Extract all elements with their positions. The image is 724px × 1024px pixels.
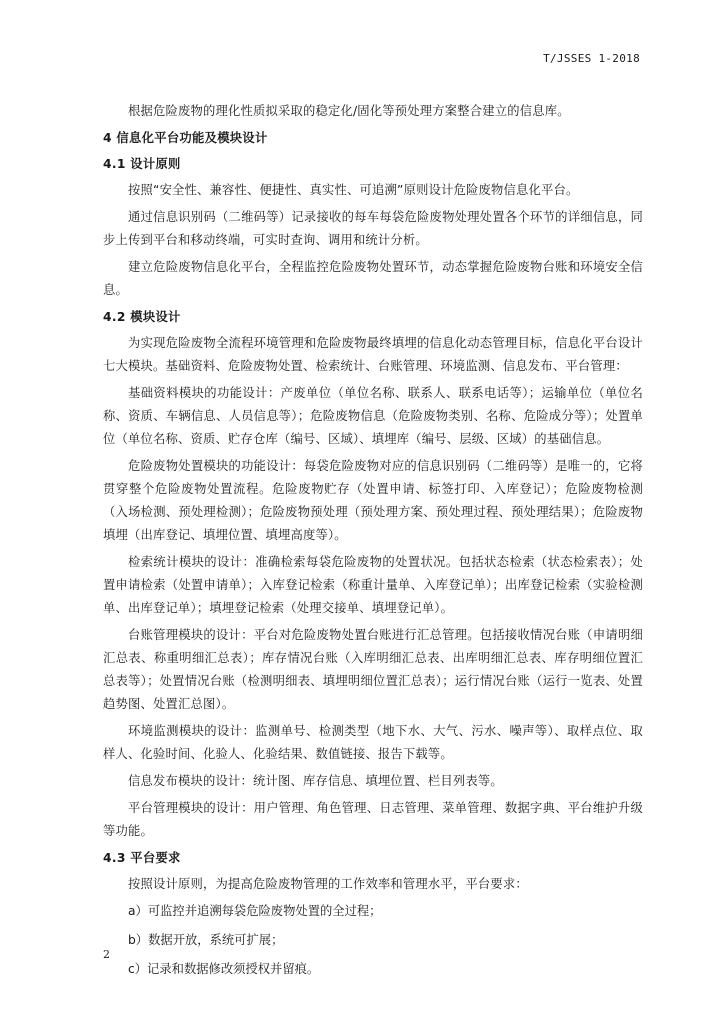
list-item: c）记录和数据修改须授权并留痕。 [128, 962, 320, 976]
list-item: a）可监控并追溯每袋危险废物处置的全过程； [128, 904, 382, 918]
paragraph: 根据危险废物的理化性质拟采取的稳定化/固化等预处理方案整合建立的信息库。 [128, 104, 570, 118]
paragraph: 通过信息识别码（二维码等）记录接收的每车每袋危险废物处理处置各个环节的详细信息，同步上传到平台和移动终端，可实时查询、调用和统计分析。 [103, 210, 643, 247]
paragraph: 按照“安全性、兼容性、便捷性、真实性、可追溯”原则设计危险废物信息化平台。 [128, 183, 579, 197]
paragraph: 环境监测模块的设计：监测单号、检测类型（地下水、大气、污水、噪声等）、取样点位、取样人、化验时间、化验人、化验结果、数值链接、报告下载等。 [103, 724, 643, 761]
list-item: b）数据开放，系统可扩展； [128, 933, 284, 947]
paragraph: 平台管理模块的设计：用户管理、角色管理、日志管理、菜单管理、数据字典、平台维护升级等功能。 [103, 801, 643, 838]
paragraph: 按照设计原则，为提高危险废物管理的工作效率和管理水平，平台要求： [128, 877, 528, 891]
subsection-heading: 4.1 设计原则 [103, 157, 181, 171]
section-heading: 4 信息化平台功能及模块设计 [103, 131, 268, 145]
paragraph: 信息发布模块的设计：统计图、库存信息、填埋位置、栏目列表等。 [128, 774, 503, 788]
page-number: 2 [103, 948, 110, 961]
paragraph: 危险废物处置模块的功能设计：每袋危险废物对应的信息识别码（二维码等）是唯一的，它将贯穿整个危险废物处置流程。危险废物贮存（处置申请、标签打印、入库登记）；危险废物检测（入场检测、预处理检测）；危险废物预处理（预处理方案、预处理过程、预处理结果）；危险废物填埋（出库登记、填埋位置、填埋高度等）。 [103, 459, 643, 542]
document-body [103, 100, 643, 987]
paragraph: 基础资料模块的功能设计：产废单位（单位名称、联系人、联系电话等）；运输单位（单位名称、资质、车辆信息、人员信息等）；危险废物信息（危险废物类别、名称、危险成分等）；处置单位（单位名称、资质、贮存仓库（编号、区域）、填埋库（编号、层级、区域）的基础信息。 [103, 386, 643, 446]
standard-number: T/JSSES 1-2018 [543, 52, 640, 65]
paragraph: 台账管理模块的设计：平台对危险废物处置台账进行汇总管理。包括接收情况台账（申请明细汇总表、称重明细汇总表）；库存情况台账（入库明细汇总表、出库明细汇总表、库存明细位置汇总表等）；处置情况台账（检测明细表、填埋明细位置汇总表）；运行情况台账（运行一览表、处置趋势图、处置汇总图）。 [103, 628, 643, 711]
paragraph: 为实现危险废物全流程环境管理和危险废物最终填埋的信息化动态管理目标，信息化平台设计七大模块。基础资料、危险废物处置、检索统计、台账管理、环境监测、信息发布、平台管理： [103, 336, 643, 373]
subsection-heading: 4.3 平台要求 [103, 851, 181, 865]
subsection-heading: 4.2 模块设计 [103, 310, 181, 324]
paragraph: 检索统计模块的设计：准确检索每袋危险废物的处置状况。包括状态检索（状态检索表）；处置申请检索（处置申请单）；入库登记检索（称重计量单、入库登记单）；出库登记检索（实验检测单、出库登记单）；填埋登记检索（处理交接单、填埋登记单）。 [103, 555, 643, 615]
paragraph: 建立危险废物信息化平台，全程监控危险废物处置环节，动态掌握危险废物台账和环境安全信息。 [103, 260, 643, 297]
